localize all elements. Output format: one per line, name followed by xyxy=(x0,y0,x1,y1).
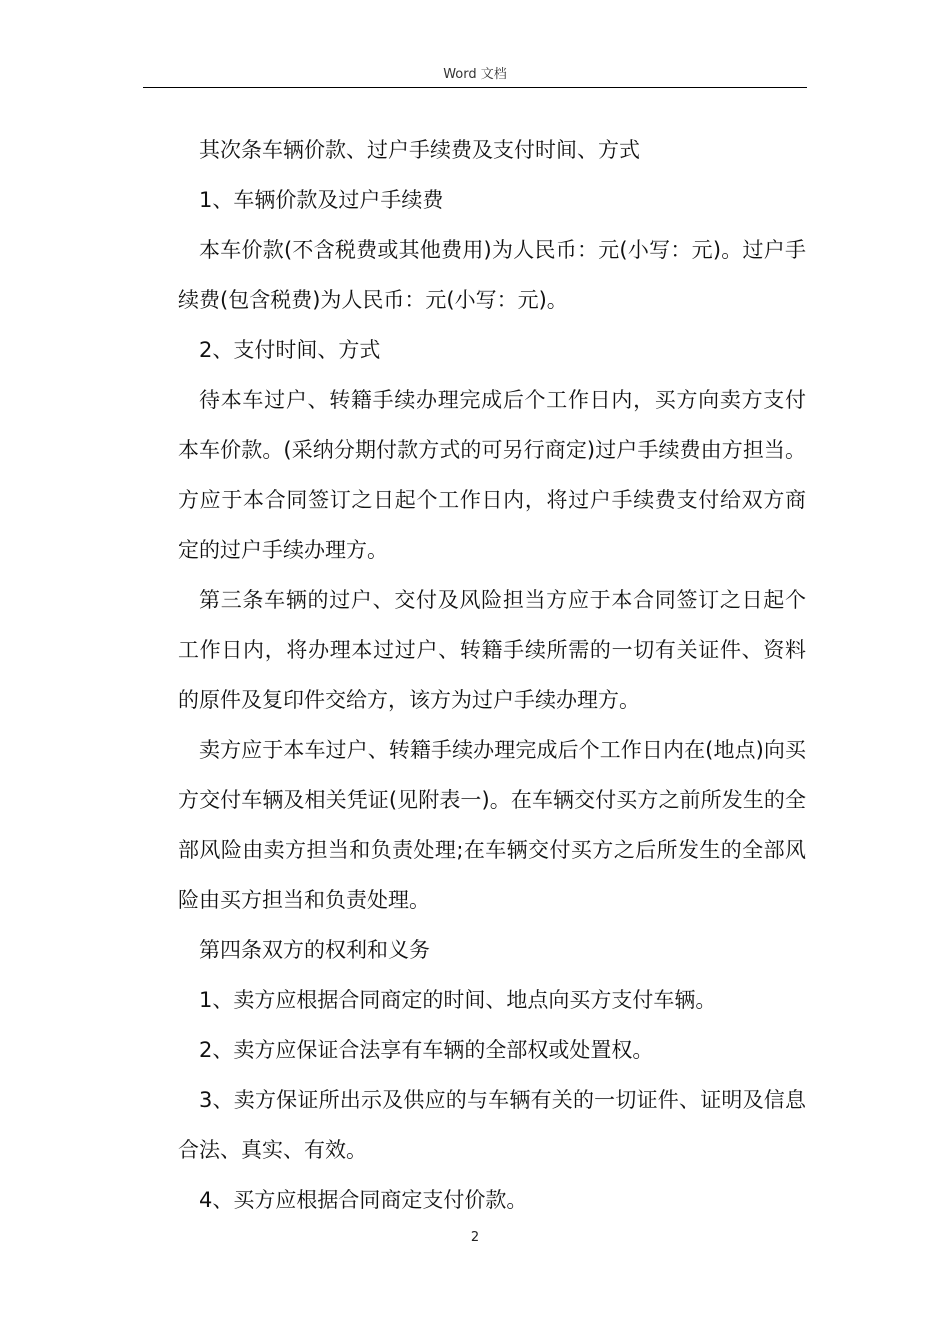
paragraph-article-3: 第三条车辆的过户、交付及风险担当方应于本合同签订之日起个工作日内，将办理本过过户、转籍手续所需的一切有关证件、资料的原件及复印件交给方，该方为过户手续办理方。 xyxy=(178,588,806,712)
page-number: 2 xyxy=(470,1230,480,1245)
paragraph-obligation-1: 1、卖方应根据合同商定的时间、地点向买方支付车辆。 xyxy=(199,988,717,1012)
paragraph-obligation-3: 3、卖方保证所出示及供应的与车辆有关的一切证件、证明及信息合法、真实、有效。 xyxy=(178,1088,806,1162)
document-body xyxy=(178,125,806,1225)
paragraph-article-2-title: 其次条车辆价款、过户手续费及支付时间、方式 xyxy=(199,138,640,162)
document-header: Word 文档 xyxy=(443,67,507,82)
paragraph-price-details: 本车价款(不含税费或其他费用)为人民币：元(小写：元)。过户手续费(包含税费)为人民币：元(小写：元)。 xyxy=(178,238,806,312)
header-divider xyxy=(143,87,807,88)
paragraph-article-4-title: 第四条双方的权利和义务 xyxy=(199,938,430,962)
paragraph-obligation-2: 2、卖方应保证合法享有车辆的全部权或处置权。 xyxy=(199,1038,654,1062)
paragraph-item-2-heading: 2、支付时间、方式 xyxy=(199,338,381,362)
paragraph-delivery-risk: 卖方应于本车过户、转籍手续办理完成后个工作日内在(地点)向买方交付车辆及相关凭证(见附表一)。在车辆交付买方之前所发生的全部风险由卖方担当和负责处理;在车辆交付买方之后所发生的全部风险由买方担当和负责处理。 xyxy=(178,738,806,912)
paragraph-obligation-4: 4、买方应根据合同商定支付价款。 xyxy=(199,1188,528,1212)
paragraph-payment-terms: 待本车过户、转籍手续办理完成后个工作日内，买方向卖方支付本车价款。(采纳分期付款方式的可另行商定)过户手续费由方担当。方应于本合同签订之日起个工作日内，将过户手续费支付给双方商定的过户手续办理方。 xyxy=(178,388,806,562)
paragraph-item-1-heading: 1、车辆价款及过户手续费 xyxy=(199,188,444,212)
